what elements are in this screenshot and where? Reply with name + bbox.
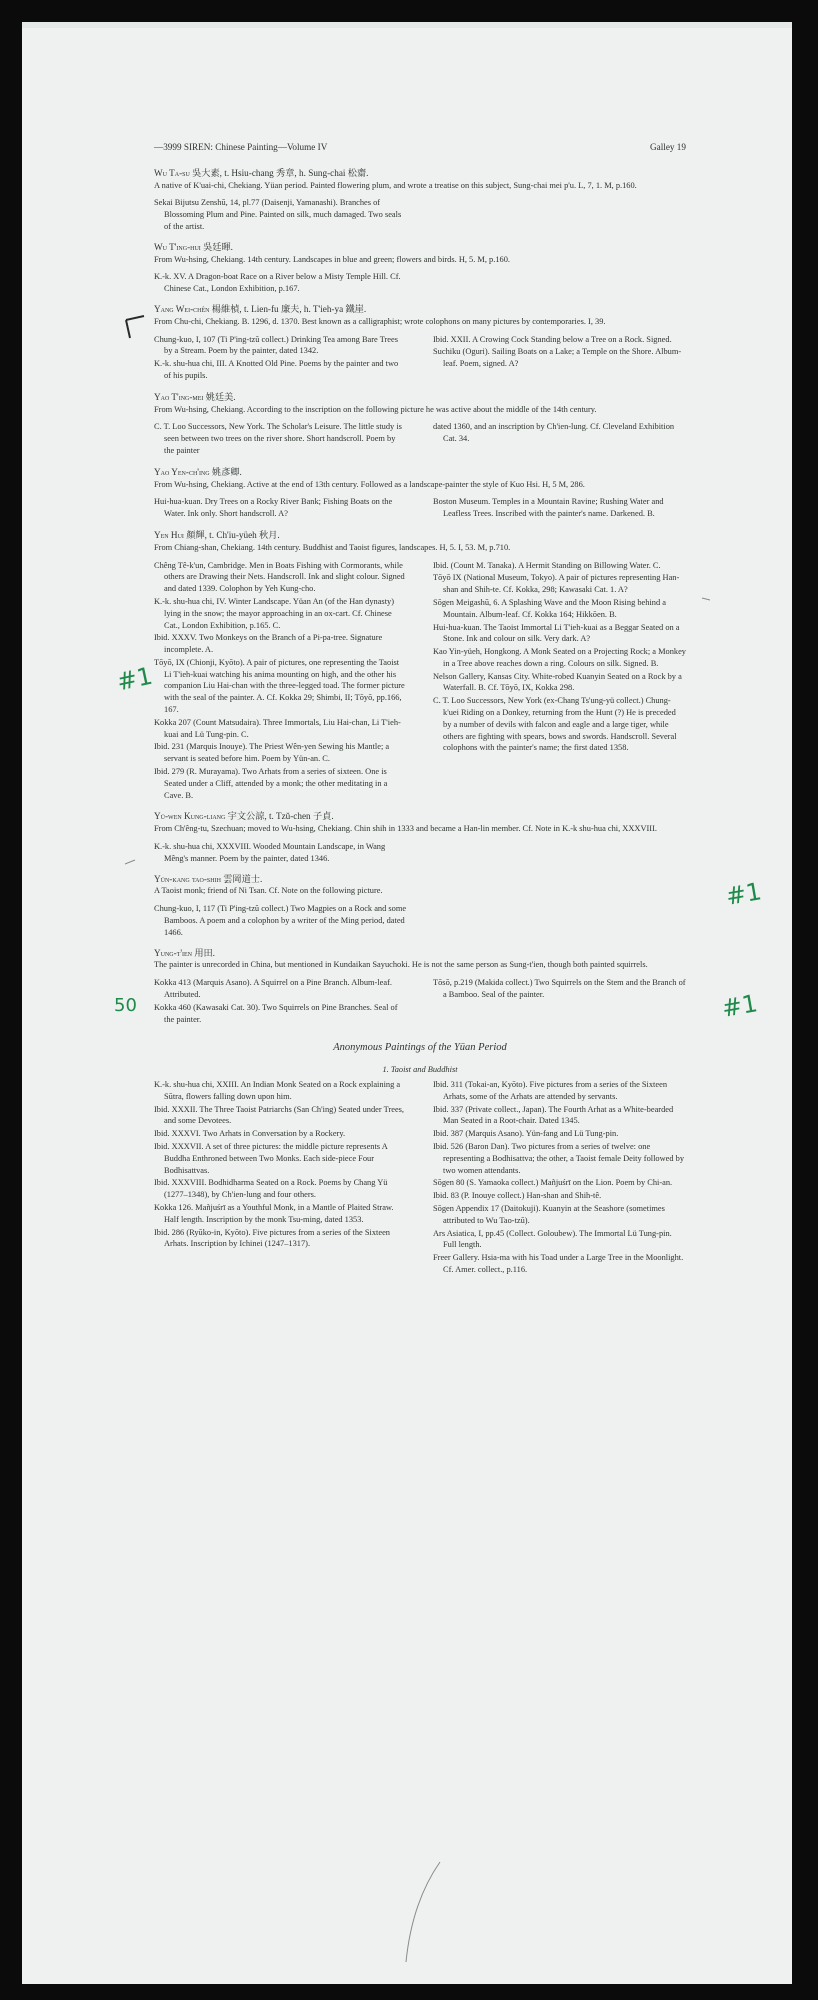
catalogue-item: Sōgen Appendix 17 (Daitokuji). Kuanyin at the Seashore (sometimes attributed to Wu Tao-tzŭ).: [433, 1203, 665, 1225]
artist-name: Yen Hui: [154, 529, 184, 540]
catalogue-item: Ibid. XXXVIII. Bodhidharma Seated on a Rock. Poems by Chang Yü (1277–1348), by Ch'ien-lung and four others.: [154, 1178, 388, 1200]
catalogue-item: Ibid. XXXII. The Three Taoist Patriarchs (San Ch'ing) Seated under Trees, and some Devotees.: [154, 1104, 405, 1126]
editor-mark: #1: [114, 661, 155, 697]
galley-sheet: [22, 22, 792, 1984]
catalogue-item: Ibid. 231 (Marquis Inouye). The Priest Wên-yen Sewing his Mantle; a servant is seated before him. Poem by Yün-an. C.: [154, 742, 390, 764]
catalogue-item: Ibid. 526 (Baron Dan). Two pictures from a series of twelve: one representing a Bodhisattva; the other, a Taoist female Deity followed by two women attendants.: [433, 1141, 685, 1175]
galley-number: Galley 19: [650, 142, 686, 152]
catalogue-item: Kokka 207 (Count Matsudaira). Three Immortals, Liu Hai-chan, Li T'ieh-kuai and Lü Tung-pin. C.: [154, 717, 401, 739]
artist-name: Yang Wei-chên: [154, 303, 210, 314]
artist-name: Yün-kang tao-shih: [154, 873, 221, 884]
artist-name: Wu Ta-su: [154, 167, 190, 178]
artist-alias: 楊維楨, t. Lien-fu 廉夫, h. T'ieh-ya 鐵崖.: [209, 303, 367, 314]
catalogue-item: dated 1360, and an inscription by Ch'ien-lung. Cf. Cleveland Exhibition Cat. 34.: [433, 422, 675, 444]
catalogue-item: Boston Museum. Temples in a Mountain Ravine; Rushing Water and Leafless Trees. Inscribed with the painter's name. Darkened. B.: [433, 497, 664, 519]
header-title: —3999 SIREN: Chinese Painting—Volume IV: [154, 142, 328, 152]
catalogue-item: Ibid. XXXV. Two Monkeys on the Branch of a Pi-pa-tree. Signature incomplete. A.: [154, 633, 383, 655]
artist-alias: 顏輝, t. Ch'iu-yüeh 秋月.: [183, 529, 280, 540]
artist-alias: 用田.: [192, 947, 215, 958]
section-subhead: 1. Taoist and Buddhist: [382, 1065, 458, 1075]
catalogue-item: Ibid. 311 (Tokai-an, Kyōto). Five pictures from a series of the Sixteen Arhats, some of the Arhats are attended by servants.: [433, 1080, 668, 1101]
catalogue-item: Ibid. XXXVII. A set of three pictures: the middle picture represents A Buddha Enthroned between Two Monks. Each side-piece Four Bodhisattvas.: [154, 1141, 388, 1175]
artist-intro: From Chu-chi, Chekiang. B. 1296, d. 1370. Best known as a calligraphist; wrote colophons on many pictures by contemporaries. I, 39.: [154, 316, 606, 326]
catalogue-item: C. T. Loo Successors, New York. The Scholar's Leisure. The little study is seen between two trees on the river shore. Short handscroll. Poem by the painter: [154, 422, 402, 455]
artist-intro: From Wu-hsing, Chekiang. According to the inscription on the following picture he was active about the middle of the 14th century.: [154, 404, 597, 414]
section-title: Anonymous Paintings of the Yüan Period: [333, 1042, 507, 1054]
catalogue-item: K.-k. shu-hua chi, XXIII. An Indian Monk Seated on a Rock explaining a Sūtra, flowers falling down upon him.: [154, 1080, 401, 1101]
catalogue-item: Freer Gallery. Hsia-ma with his Toad under a Large Tree in the Moonlight. Cf. Amer. collect., p.116.: [433, 1253, 684, 1274]
catalogue-item: Ibid. (Count M. Tanaka). A Hermit Standing on Billowing Water. C.: [433, 560, 661, 570]
catalogue-item: Chung-kuo, I, 107 (Ti P'ing-tzŭ collect.) Drinking Tea among Bare Trees by a Stream. Poem by the painter, dated 1342.: [154, 334, 399, 356]
artist-alias: 宇文公諒, t. Tzŭ-chen 子貞.: [225, 811, 334, 822]
artist-intro: A native of K'uai-chi, Chekiang. Yüan period. Painted flowering plum, and wrote a treatise on this subject, Sung-chai mei p'u. L, 7, 1. M, p.160.: [154, 180, 637, 190]
editor-mark: #1: [723, 877, 764, 911]
catalogue-item: Tōyō, IX (Chionji, Kyōto). A pair of pictures, one representing the Taoist Li T'ieh-kuai watching his anima mounting on high, and the other his companion Liu Hai-chan with the three-legged toad. The former picture with the seal of the painter. A. Cf. Kokka 29; Shimbi, II; Tōyō, pp.166, 167.: [154, 657, 405, 715]
catalogue-item: Ibid. XXXVI. Two Arhats in Conversation by a Rockery.: [154, 1129, 346, 1139]
artist-intro: From Wu-hsing, Chekiang. Active at the end of 13th century. Followed as a landscape-painter the style of Kuo Hsi. H, 5 M, 286.: [154, 479, 585, 489]
catalogue-item: Ibid. 337 (Private collect., Japan). The Fourth Arhat as a White-bearded Man Seated in a Root-chair. Dated 1345.: [433, 1104, 674, 1126]
catalogue-item: Sōgen 80 (S. Yamaoka collect.) Mañjuśrī on the Lion. Poem by Chi-an.: [433, 1178, 673, 1188]
artist-intro: From Wu-hsing, Chekiang. 14th century. Landscapes in blue and green; flowers and birds. H, 5. M, p.160.: [154, 254, 510, 264]
editor-mark: #1: [719, 989, 760, 1023]
artist-alias: 姚廷美.: [203, 391, 236, 402]
catalogue-item: C. T. Loo Successors, New York (ex-Chang Ts'ung-yü collect.) Chung-k'uei Riding on a Donkey, returning from the Hunt (?) He is preceded by a number of devils with falcon and eagle and a large tiger, while others are fighting with spears, bows and swords. Handscroll. Several colophons with the painter's name; the first dated 1358.: [433, 696, 677, 753]
artist-intro: The painter is unrecorded in China, but mentioned in Kundaikan Sayuchoki. He is not the same person as Sung-t'ien, though both painted squirrels.: [154, 960, 648, 970]
catalogue-item: K.-k. XV. A Dragon-boat Race on a River below a Misty Temple Hill. Cf. Chinese Cat., London Exhibition, p.167.: [154, 272, 401, 294]
artist-alias: 姚彥卿.: [209, 466, 242, 477]
catalogue-item: Chung-kuo, I, 117 (Ti P'ing-tzŭ collect.) Two Magpies on a Rock and some Bamboos. A poem and a colophon by a writer of the Ming period, dated 1466.: [154, 904, 407, 937]
catalogue-item: Ibid. 279 (R. Murayama). Two Arhats from a series of sixteen. One is Seated under a Cliff, attended by a monk; the other meditating in a Cave. B.: [154, 767, 388, 800]
catalogue-item: K.-k. shu-hua chi, IV. Winter Landscape. Yüan An (of the Han dynasty) lying in the snow; the mayor approaching in an ox-cart. Cf. Chinese Cat., London Exhibition, p.165. C.: [154, 596, 394, 630]
catalogue-item: Ars Asiatica, I, pp.45 (Collect. Goloubew). The Immortal Lü Tung-pin. Full length.: [433, 1228, 672, 1250]
artist-name: Wu T'ing-hui: [154, 241, 201, 252]
artist-alias: 吳廷暉.: [200, 241, 233, 252]
catalogue-item: Kokka 413 (Marquis Asano). A Squirrel on a Pine Branch. Album-leaf. Attributed.: [154, 978, 392, 1000]
catalogue-item: K.-k. shu-hua chi, III. A Knotted Old Pine. Poems by the painter and two of his pupils.: [154, 359, 399, 380]
catalogue-item: Ibid. 286 (Ryūko-in, Kyōto). Five pictures from a series of the Sixteen Arhats. Inscription by Ichinei (1247–1317).: [154, 1227, 390, 1249]
catalogue-item: Sōgen Meigashū, 6. A Splashing Wave and the Moon Rising behind a Mountain. Album-leaf. Cf. Kokka 164; Hikkōen. B.: [433, 597, 666, 619]
artist-alias: 雲岡道士.: [220, 873, 263, 884]
artist-name: Yao T'ing-mei: [154, 391, 204, 402]
catalogue-item: Tōsō, p.219 (Makida collect.) Two Squirrels on the Stem and the Branch of a Bamboo. Seal of the painter.: [433, 978, 686, 1000]
artist-intro: A Taoist monk; friend of Ni Tsan. Cf. Note on the following picture.: [154, 886, 383, 896]
catalogue-item: Tōyō IX (National Museum, Tokyo). A pair of pictures representing Han-shan and Shih-te. Cf. Kokka, 298; Kawasaki Cat. 1. A?: [433, 573, 680, 595]
catalogue-item: Ibid. 387 (Marquis Asano). Yün-fang and Lü Tung-pin.: [433, 1129, 619, 1139]
catalogue-item: K.-k. shu-hua chi, XXXVIII. Wooded Mountain Landscape, in Wang Mêng's manner. Poem by the painter, dated 1346.: [154, 842, 386, 863]
catalogue-item: Hui-hua-kuan. Dry Trees on a Rocky River Bank; Fishing Boats on the Water. Ink only. Short handscroll. A?: [154, 497, 393, 519]
catalogue-item: Ibid. 83 (P. Inouye collect.) Han-shan and Shih-tê.: [433, 1191, 602, 1201]
artist-intro: From Chiang-shan, Chekiang. 14th century. Buddhist and Taoist figures, landscapes. H, 5. I, 53. M, p.710.: [154, 542, 511, 552]
catalogue-item: Kokka 460 (Kawasaki Cat. 30). Two Squirrels on Pine Branches. Seal of the painter.: [154, 1002, 398, 1024]
catalogue-item: Sekai Bijutsu Zenshū, 14, pl.77 (Daisenji, Yamanashi). Branches of Blossoming Plum and Pine. Painted on silk, much damaged. Two seals of the artist.: [154, 198, 402, 231]
catalogue-item: Kokka 126. Mañjuśrī as a Youthful Monk, in a Mantle of Plaited Straw. Half length. Inscription by the monk Tsu-ming, dated 1353.: [154, 1202, 394, 1224]
catalogue-item: Ibid. XXII. A Crowing Cock Standing below a Tree on a Rock. Signed.: [433, 334, 672, 344]
artist-name: Yü-wen Kung-liang: [154, 811, 226, 822]
artist-name: Yung-t'ien: [154, 947, 193, 958]
artist-alias: 吳大素, t. Hsiu-chang 秀章, h. Sung-chai 松齋.: [189, 167, 369, 178]
catalogue-item: Hui-hua-kuan. The Taoist Immortal Li T'ieh-kuai as a Beggar Seated on a Stone. Ink and colour on silk. Very dark. A?: [433, 622, 680, 644]
editor-mark: 50: [114, 995, 137, 1016]
catalogue-item: Nelson Gallery, Kansas City. White-robed Kuanyin Seated on a Rock by a Waterfall. B. Cf. Tōyō, IX, Kokka 298.: [433, 671, 682, 693]
pencil-strokes: [22, 22, 792, 1984]
artist-intro: From Ch'êng-tu, Szechuan; moved to Wu-hsing, Chekiang. Chin shih in 1333 and became a Han-lin member. Cf. Note in K.-k shu-hua chi, XXXVIII.: [154, 824, 657, 834]
catalogue-item: Suchiku (Oguri). Sailing Boats on a Lake; a Temple on the Shore. Album-leaf. Poem, signed. A?: [433, 347, 682, 369]
catalogue-item: Chêng Tê-k'un, Cambridge. Men in Boats Fishing with Cormorants, while others are Drawing their Nets. Handscroll. Ink and slight colour. Signed and dated 1339. Colophon by Yeh Kung-cho.: [154, 560, 405, 594]
catalogue-item: Kao Yin-yüeh, Hongkong. A Monk Seated on a Projecting Rock; a Monkey in a Tree above reaches down a ring. Colours on silk. Signed. B.: [433, 647, 686, 668]
artist-name: Yao Yen-ch'ing: [154, 466, 210, 477]
